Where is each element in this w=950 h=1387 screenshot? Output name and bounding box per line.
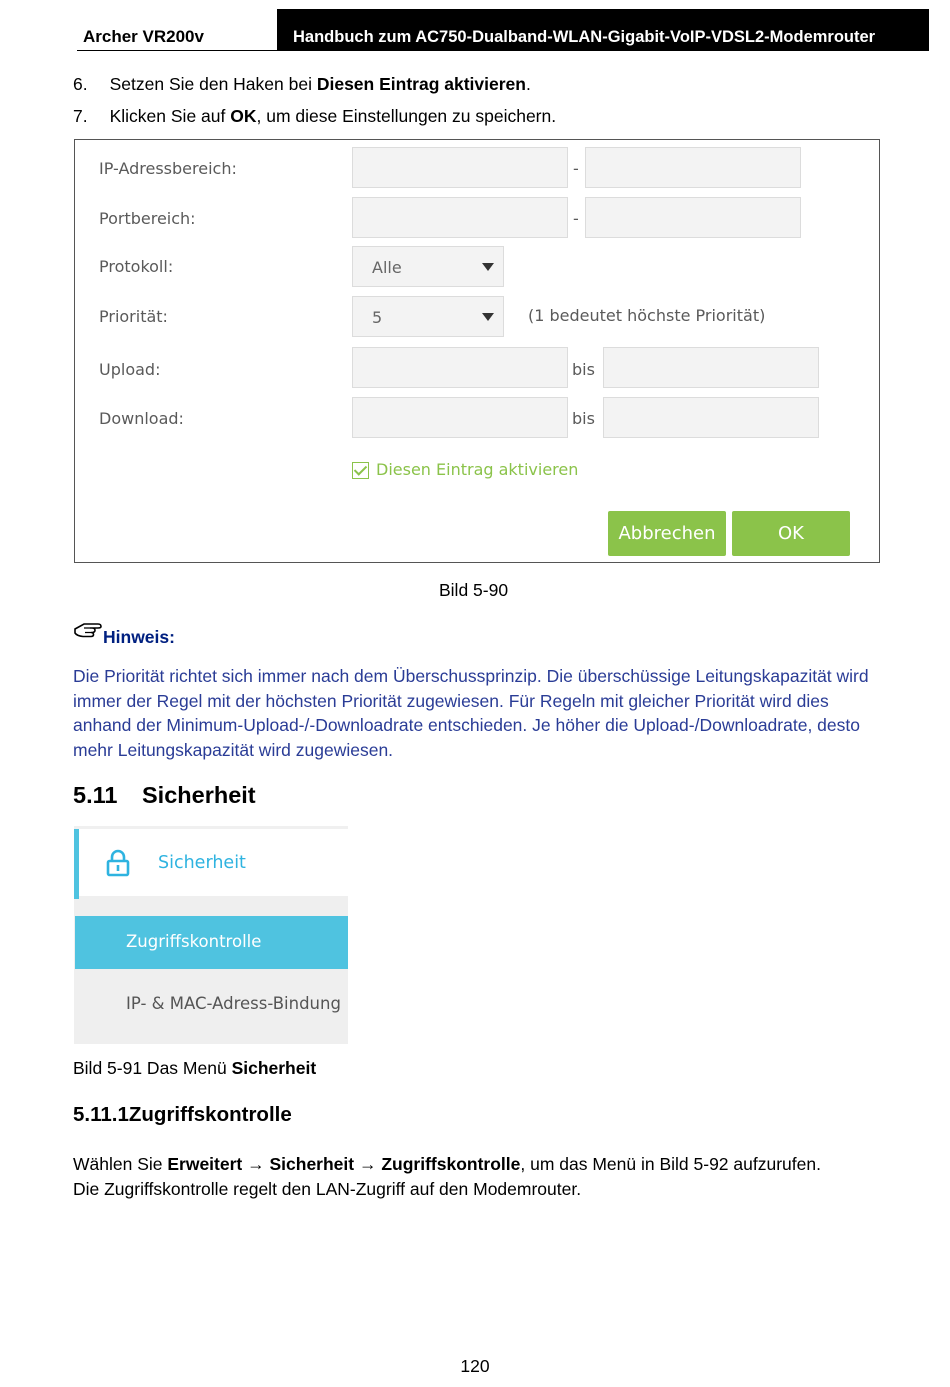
para-line2: Die Zugriffskontrolle regelt den LAN-Zugriff auf den Modemrouter. [73, 1178, 582, 1199]
dropdown-arrow-icon [482, 313, 494, 321]
note-title: Hinweis: [103, 627, 175, 647]
section-title: Sicherheit [142, 782, 256, 808]
active-indicator-bar [74, 829, 79, 899]
section-heading [73, 782, 256, 809]
page-number: 120 [460, 1356, 490, 1376]
security-menu-screenshot [74, 826, 348, 1044]
download-min-input[interactable] [352, 397, 568, 438]
para-text-end: , um das Menü in Bild 5-92 aufzurufen. [520, 1154, 821, 1174]
pointing-hand-icon [74, 620, 102, 638]
download-bis: bis [572, 409, 595, 428]
para-arrow: → [242, 1154, 270, 1174]
ip-range-end-input[interactable] [585, 147, 801, 188]
para-bold-sicherheit: Sicherheit [269, 1154, 355, 1174]
priority-select[interactable] [352, 296, 504, 337]
note-body: Die Priorität richtet sich immer nach dem Überschussprinzip. Die überschüssige Leitungskapazität wird immer der Regel mit der höchsten Priorität zugewiesen. Für Regeln mit gleicher Priorität wird dies anhand der Minimum-Upload-/-Downloadrate entschieden. Je höher die Upload-/Downloadrate, desto mehr Leitungskapazität wird zugewiesen. [73, 666, 869, 761]
step-7 [73, 106, 556, 127]
caption-bold: Sicherheit [231, 1058, 317, 1078]
para-bold-zugriffskontrolle: Zugriffskontrolle [381, 1154, 521, 1174]
protocol-select-value: Alle [372, 258, 402, 277]
protocol-label: Protokoll: [99, 257, 174, 276]
enable-entry-label[interactable]: Diesen Eintrag aktivieren [376, 460, 579, 479]
para-arrow: → [354, 1154, 382, 1174]
upload-label: Upload: [99, 360, 161, 379]
enable-entry-checkbox[interactable] [352, 462, 369, 479]
step-6 [73, 74, 531, 95]
step-number: 6. [73, 74, 88, 94]
subsection-title: Zugriffskontrolle [128, 1103, 292, 1126]
caption-text: Bild 5-91 Das Menü [73, 1058, 232, 1078]
ip-range-start-input[interactable] [352, 147, 568, 188]
figure-caption-5-91 [73, 1058, 316, 1079]
step-number: 7. [73, 106, 88, 126]
upload-min-input[interactable] [352, 347, 568, 388]
menu-security-label: Sicherheit [158, 853, 246, 873]
subsection-heading [73, 1103, 292, 1127]
priority-hint: (1 bedeutet höchste Priorität) [528, 306, 766, 325]
step-bold: Diesen Eintrag aktivieren [316, 74, 526, 94]
para-text: Wählen Sie [73, 1154, 168, 1174]
step-text-end: . [525, 74, 531, 94]
priority-label: Priorität: [99, 307, 168, 326]
cancel-button[interactable]: Abbrechen [608, 511, 726, 556]
protocol-select[interactable] [352, 246, 504, 287]
step-text: Setzen Sie den Haken bei [109, 74, 317, 94]
step-text: Klicken Sie auf [109, 106, 231, 126]
menu-security-header[interactable] [74, 826, 348, 896]
port-range-label: Portbereich: [99, 209, 196, 228]
port-range-dash: - [573, 209, 579, 228]
lock-icon [106, 849, 130, 877]
para-bold-erweitert: Erweitert [167, 1154, 243, 1174]
download-label: Download: [99, 409, 184, 428]
ok-button[interactable]: OK [732, 511, 850, 556]
body-paragraph [73, 1152, 903, 1201]
port-range-end-input[interactable] [585, 197, 801, 238]
figure-caption-5-90: Bild 5-90 [439, 580, 509, 600]
upload-max-input[interactable] [603, 347, 819, 388]
manual-title-banner: Handbuch zum AC750-Dualband-WLAN-Gigabit-VoIP-VDSL2-Modemrouter [277, 9, 929, 51]
qos-rule-form-screenshot [74, 139, 880, 563]
section-number: 5.11 [73, 782, 118, 808]
manual-model-name: Archer VR200v [77, 27, 277, 51]
dropdown-arrow-icon [482, 263, 494, 271]
port-range-start-input[interactable] [352, 197, 568, 238]
download-max-input[interactable] [603, 397, 819, 438]
ip-range-dash: - [573, 159, 579, 178]
upload-bis: bis [572, 360, 595, 379]
subsection-number: 5.11.1 [73, 1103, 129, 1126]
ip-range-label: IP-Adressbereich: [99, 159, 237, 178]
priority-select-value: 5 [372, 308, 383, 327]
menu-item-zugriffskontrolle[interactable]: Zugriffskontrolle [75, 916, 348, 969]
step-text-end: , um diese Einstellungen zu speichern. [256, 106, 557, 126]
step-bold: OK [230, 106, 257, 126]
menu-item-ip-mac-binding[interactable]: IP- & MAC-Adress-Bindung [126, 994, 341, 1013]
